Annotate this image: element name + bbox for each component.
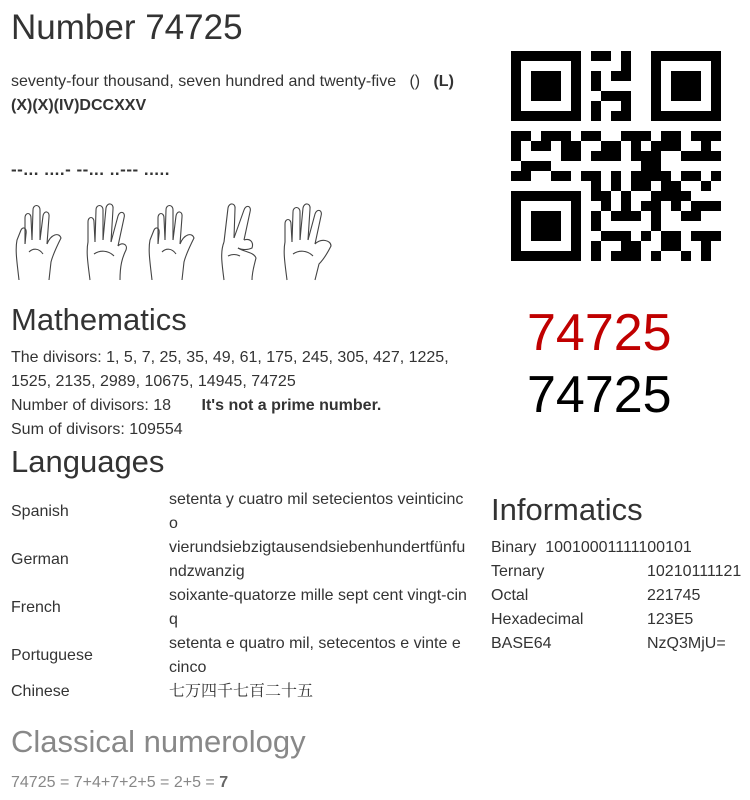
numerology-heading: Classical numerology	[11, 724, 306, 759]
languages-table	[11, 488, 471, 704]
language-value: setenta y cuatro mil setecientos veinticinco	[169, 491, 464, 532]
number-display-red: 74725	[527, 304, 672, 362]
prime-status: It's not a prime number.	[201, 397, 382, 414]
numerology-equation-row	[11, 771, 228, 795]
language-name: Chinese	[11, 683, 70, 700]
language-row	[11, 536, 471, 584]
page-title: Number 74725	[11, 8, 243, 47]
numerology-equation: 74725 = 7+4+7+2+5 = 2+5 =	[11, 774, 215, 791]
informatics-key: Octal	[491, 587, 529, 604]
binary-label: Binary	[491, 539, 537, 556]
divisors-line-2: 1525, 2135, 2989, 10675, 14945, 74725	[11, 373, 296, 390]
morse-code: --... ....- --... ..--- .....	[11, 160, 170, 179]
informatics-value: NzQ3MjU=	[647, 635, 726, 652]
language-row	[11, 488, 471, 536]
informatics-row	[491, 584, 741, 608]
informatics-row	[491, 632, 741, 656]
informatics-value: 221745	[647, 587, 701, 604]
language-row	[11, 632, 471, 680]
language-row	[11, 584, 471, 632]
informatics-value: 123E5	[647, 611, 694, 628]
informatics-table	[491, 560, 741, 656]
language-name: French	[11, 599, 61, 616]
hand-seven-icon	[144, 202, 200, 282]
binary-value: 10010001111100101	[545, 539, 692, 556]
sign-language-hands	[11, 202, 341, 282]
language-value: setenta e quatro mil, setecentos e vinte e cinco	[169, 635, 461, 676]
informatics-key: BASE64	[491, 635, 552, 652]
language-row	[11, 680, 471, 704]
binary-row	[491, 536, 692, 560]
informatics-value: 10210111121	[647, 563, 742, 580]
divisors-line-1: The divisors: 1, 5, 7, 25, 35, 49, 61, 175, 245, 305, 427, 1225,	[11, 349, 449, 366]
informatics-key: Ternary	[491, 563, 545, 580]
number-in-words	[11, 70, 471, 118]
informatics-row	[491, 560, 741, 584]
numerology-result: 7	[219, 774, 229, 791]
hand-five-icon	[279, 202, 335, 282]
hand-four-icon	[80, 202, 136, 282]
language-name: Spanish	[11, 503, 69, 520]
number-of-divisors: Number of divisors: 18	[11, 397, 172, 414]
language-value: soixante-quatorze mille sept cent vingt-cinq	[169, 587, 467, 628]
divisors-count-row	[11, 394, 481, 418]
qr-code-icon	[511, 51, 721, 261]
roman-numeral-b: (X)(X)(IV)DCCXXV	[11, 97, 147, 114]
informatics-key: Hexadecimal	[491, 611, 584, 628]
english-words: seventy-four thousand, seven hundred and twenty-five	[11, 73, 397, 90]
language-name: Portuguese	[11, 647, 93, 664]
paren-text: ()	[409, 73, 421, 90]
hand-two-icon	[214, 202, 270, 282]
language-value: vierundsiebzigtausendsiebenhundertfünfundzwanzig	[169, 539, 466, 580]
informatics-heading: Informatics	[491, 492, 643, 527]
roman-numeral-a: (L)	[433, 73, 454, 90]
sum-of-divisors: Sum of divisors: 109554	[11, 421, 183, 438]
informatics-row	[491, 608, 741, 632]
language-value: 七万四千七百二十五	[169, 683, 314, 700]
hand-seven-icon	[11, 202, 67, 282]
mathematics-heading: Mathematics	[11, 302, 187, 337]
mathematics-section	[11, 346, 481, 442]
number-display-black: 74725	[527, 366, 672, 424]
languages-heading: Languages	[11, 444, 165, 479]
language-name: German	[11, 551, 69, 568]
